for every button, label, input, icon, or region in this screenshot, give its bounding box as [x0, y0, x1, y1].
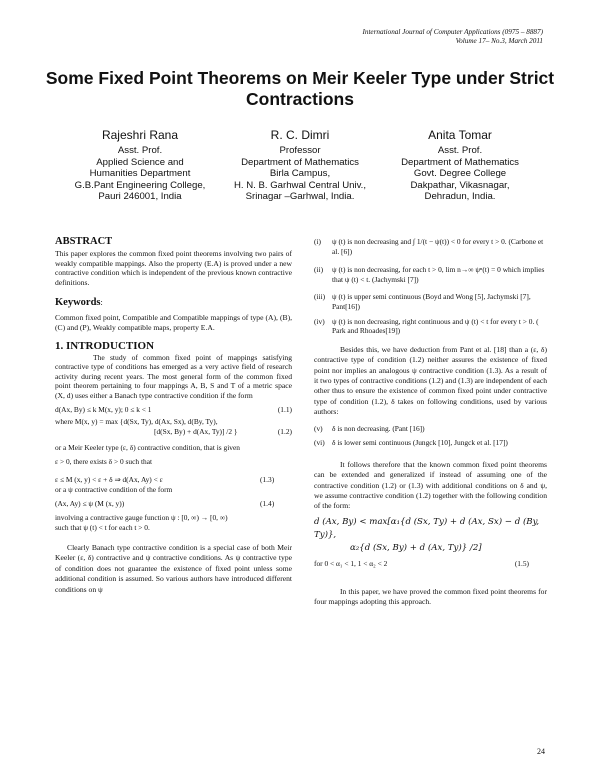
equation-1-2-body: [d(Sx, By) + d(Ax, Ty)] /2 } [154, 426, 238, 436]
intro-paragraph-1: The study of common fixed point of mappings satisfying contractive type of conditions has emerged as a very active field of research activity during recent years. The most general form of the common fixed point theorem pertaining to four mappings A, B, S and T of a metric space (X, d) uses either a Banach type contractive condition if the form [55, 352, 292, 400]
equation-1-5-line-a: d (Ax, By) < max[α₁{d (Sx, Ty) + d (Ax, Sx) − d (By, Ty)}, [314, 516, 540, 540]
author-name: Anita Tomar [428, 128, 492, 142]
equation-1-5-conditions: for 0 < α₁ < 1, 1 < α₂ < 2 [314, 558, 388, 568]
author-line: Department of Mathematics [401, 156, 519, 168]
where-line: where M(x, y) = max {d(Sx, Ty), d(Ax, Sx), d(By, Ty), [55, 416, 218, 426]
author-line: Asst. Prof. [117, 145, 163, 156]
condition-text: ψ (t) is non decreasing and ∫ 1/(t − ψ(t)) < 0 for every t > 0. (Carbone et al. [6]) [332, 237, 544, 256]
condition-label: (i) [314, 237, 321, 246]
equation-1-4-body: (Ax, Ay) ≤ ψ (M (x, y)) [55, 498, 125, 508]
condition-item [314, 317, 547, 336]
introduction-heading: 1. INTRODUCTION [55, 339, 155, 352]
gauge-line: involving a contractive gauge function ψ : [0, ∞) → [0, ∞) [55, 512, 228, 522]
abstract-text: This paper explores the common fixed point theorems involving two pairs of weakly compatible mappings. Also the property (E.A) is proved under a new contractive condition which is independent of the previous known contractive definitions. [55, 249, 292, 287]
condition-label: (v) [314, 423, 323, 433]
equation-1-4-number: (1.4) [260, 498, 275, 508]
condition-label: (iv) [314, 316, 325, 326]
author-name: Rajeshri Rana [101, 128, 179, 142]
meir-keeler-line: or a Meir Keeler type (ε, δ) contractive condition, that is given [55, 442, 240, 452]
condition-label: (ii) [314, 265, 324, 275]
author-line: Asst. Prof. [437, 145, 483, 156]
condition-item [314, 438, 547, 448]
author-line: Srinagar –Garhwal, India. [245, 191, 355, 203]
right-column [314, 237, 547, 608]
keywords-label: Keywords [55, 297, 101, 309]
author-name: R. C. Dimri [270, 128, 330, 142]
condition-text: ψ (t) is non decreasing, for each t > 0, lim n→∞ ψⁿ(t) = 0 which implies that ψ (t) < t. (Jachymski [7]) [332, 265, 545, 284]
condition-item [314, 292, 547, 311]
equation-1-3-body: ε ≤ M (x, y) < ε + δ ⇒ d(Ax, Ay) < ε [55, 474, 163, 484]
equation-1-5-line-b: α₂{d (Sx, By) + d (Ax, Ty)} /2] [350, 542, 482, 553]
left-column [55, 236, 292, 596]
author-line: Dakpathar, Vikasnagar, [410, 179, 510, 191]
intro-paragraph-2: Clearly Banach type contractive condition is a special case of both Meir Keeler (ε, δ) contractive and ψ contractive conditions. As ψ contractive type of condition does not guarantee the existence of fixed point unless some additional condition is assumed. So various authors have introduced different conditions on ψ [55, 542, 292, 594]
equation-1-1 [55, 405, 292, 415]
condition-text: ψ (t) is non decreasing, right continuous and ψ (t) < t for every t > 0. ( Park and Rhoades[19]) [332, 316, 539, 336]
author-line: Department of Mathematics [241, 156, 359, 168]
author-block-1 [60, 128, 220, 203]
equation-1-2 [55, 427, 292, 437]
author-line: G.B.Pant Engineering College, [74, 179, 206, 191]
author-line: Govt. Degree College [413, 168, 507, 180]
keywords-text: Common fixed point, Compatible and Compatible mappings of type (A), (B), (C) and (P), Weakly compatible maps, property E.A. [55, 313, 292, 332]
condition-item [314, 424, 547, 434]
equation-1-5-number: (1.5) [514, 558, 529, 568]
right-paragraph-1: Besides this, we have deduction from Pant et al. [18] than a (ε, δ) contractive type of condition (1.2) neither assures the existence of fixed point nor implies an analogous ψ contractive condition (1.3). As a result of it two types of contractive conditions (1.2) and (1.3) are independent of each other thus to ensure the existence of common fixed point under contractive type of condition (1.2), δ takes on following conditions, used by various authors: [314, 344, 547, 417]
equation-1-3-number: (1.3) [260, 474, 275, 484]
journal-volume: Volume 17– No.3, March 2011 [455, 37, 543, 45]
journal-name: International Journal of Computer Applications (0975 – 8887) [362, 28, 543, 36]
such-that-line: such that ψ (t) < t for each t > 0. [55, 522, 150, 532]
page-number: 24 [537, 747, 545, 756]
condition-text: δ is lower semi continuous (Jungck [10], Jungck et al. [17]) [332, 438, 508, 448]
author-line: Pauri 246001, India [98, 191, 182, 203]
author-line: H. N. B. Garhwal Central Univ., [233, 179, 367, 191]
journal-header [362, 28, 543, 46]
equation-1-1-number: (1.1) [277, 404, 292, 414]
condition-text: ψ (t) is upper semi continuous (Boyd and Wong [5], Jachymski [7], Pant[16]) [332, 292, 531, 311]
condition-item [314, 237, 547, 256]
epsilon-line: ε > 0, there exists δ > 0 such that [55, 456, 153, 466]
equation-1-2-number: (1.2) [277, 426, 292, 436]
condition-label: (vi) [314, 438, 325, 448]
author-line: Humanities Department [89, 168, 191, 180]
author-block-3 [380, 128, 540, 203]
psi-line: or a ψ contractive condition of the form [55, 484, 173, 494]
equation-1-4 [55, 499, 292, 509]
keywords-colon: : [100, 298, 103, 308]
equation-1-1-body: d(Ax, By) ≤ k M(x, y); 0 ≤ k < 1 [55, 404, 152, 414]
right-paragraph-3: In this paper, we have proved the common fixed point theorems for four mappings adopting this approach. [314, 586, 547, 607]
author-line: Dehradun, India. [424, 191, 496, 203]
paper-title: Some Fixed Point Theorems on Meir Keeler Type under Strict Contractions [45, 68, 555, 109]
equation-1-3 [55, 475, 292, 485]
author-line: Applied Science and [96, 156, 184, 168]
author-block-2 [212, 128, 388, 203]
right-paragraph-2: It follows therefore that the known common fixed point theorems can be extended and generalized if instead of assuming one of the contractive condition (1.2) or (1.3) with additional conditions on δ and ψ, we assume contractive condition (1.2) together with the following condition of the form: [314, 459, 547, 511]
condition-text: δ is non decreasing. (Pant [16]) [332, 423, 425, 433]
author-line: Birla Campus, [269, 168, 331, 180]
abstract-heading: ABSTRACT [55, 236, 113, 247]
equation-1-5 [314, 559, 547, 569]
author-line: Professor [279, 145, 321, 156]
condition-label: (iii) [314, 292, 326, 302]
condition-item [314, 265, 547, 284]
keywords-heading [55, 297, 292, 309]
